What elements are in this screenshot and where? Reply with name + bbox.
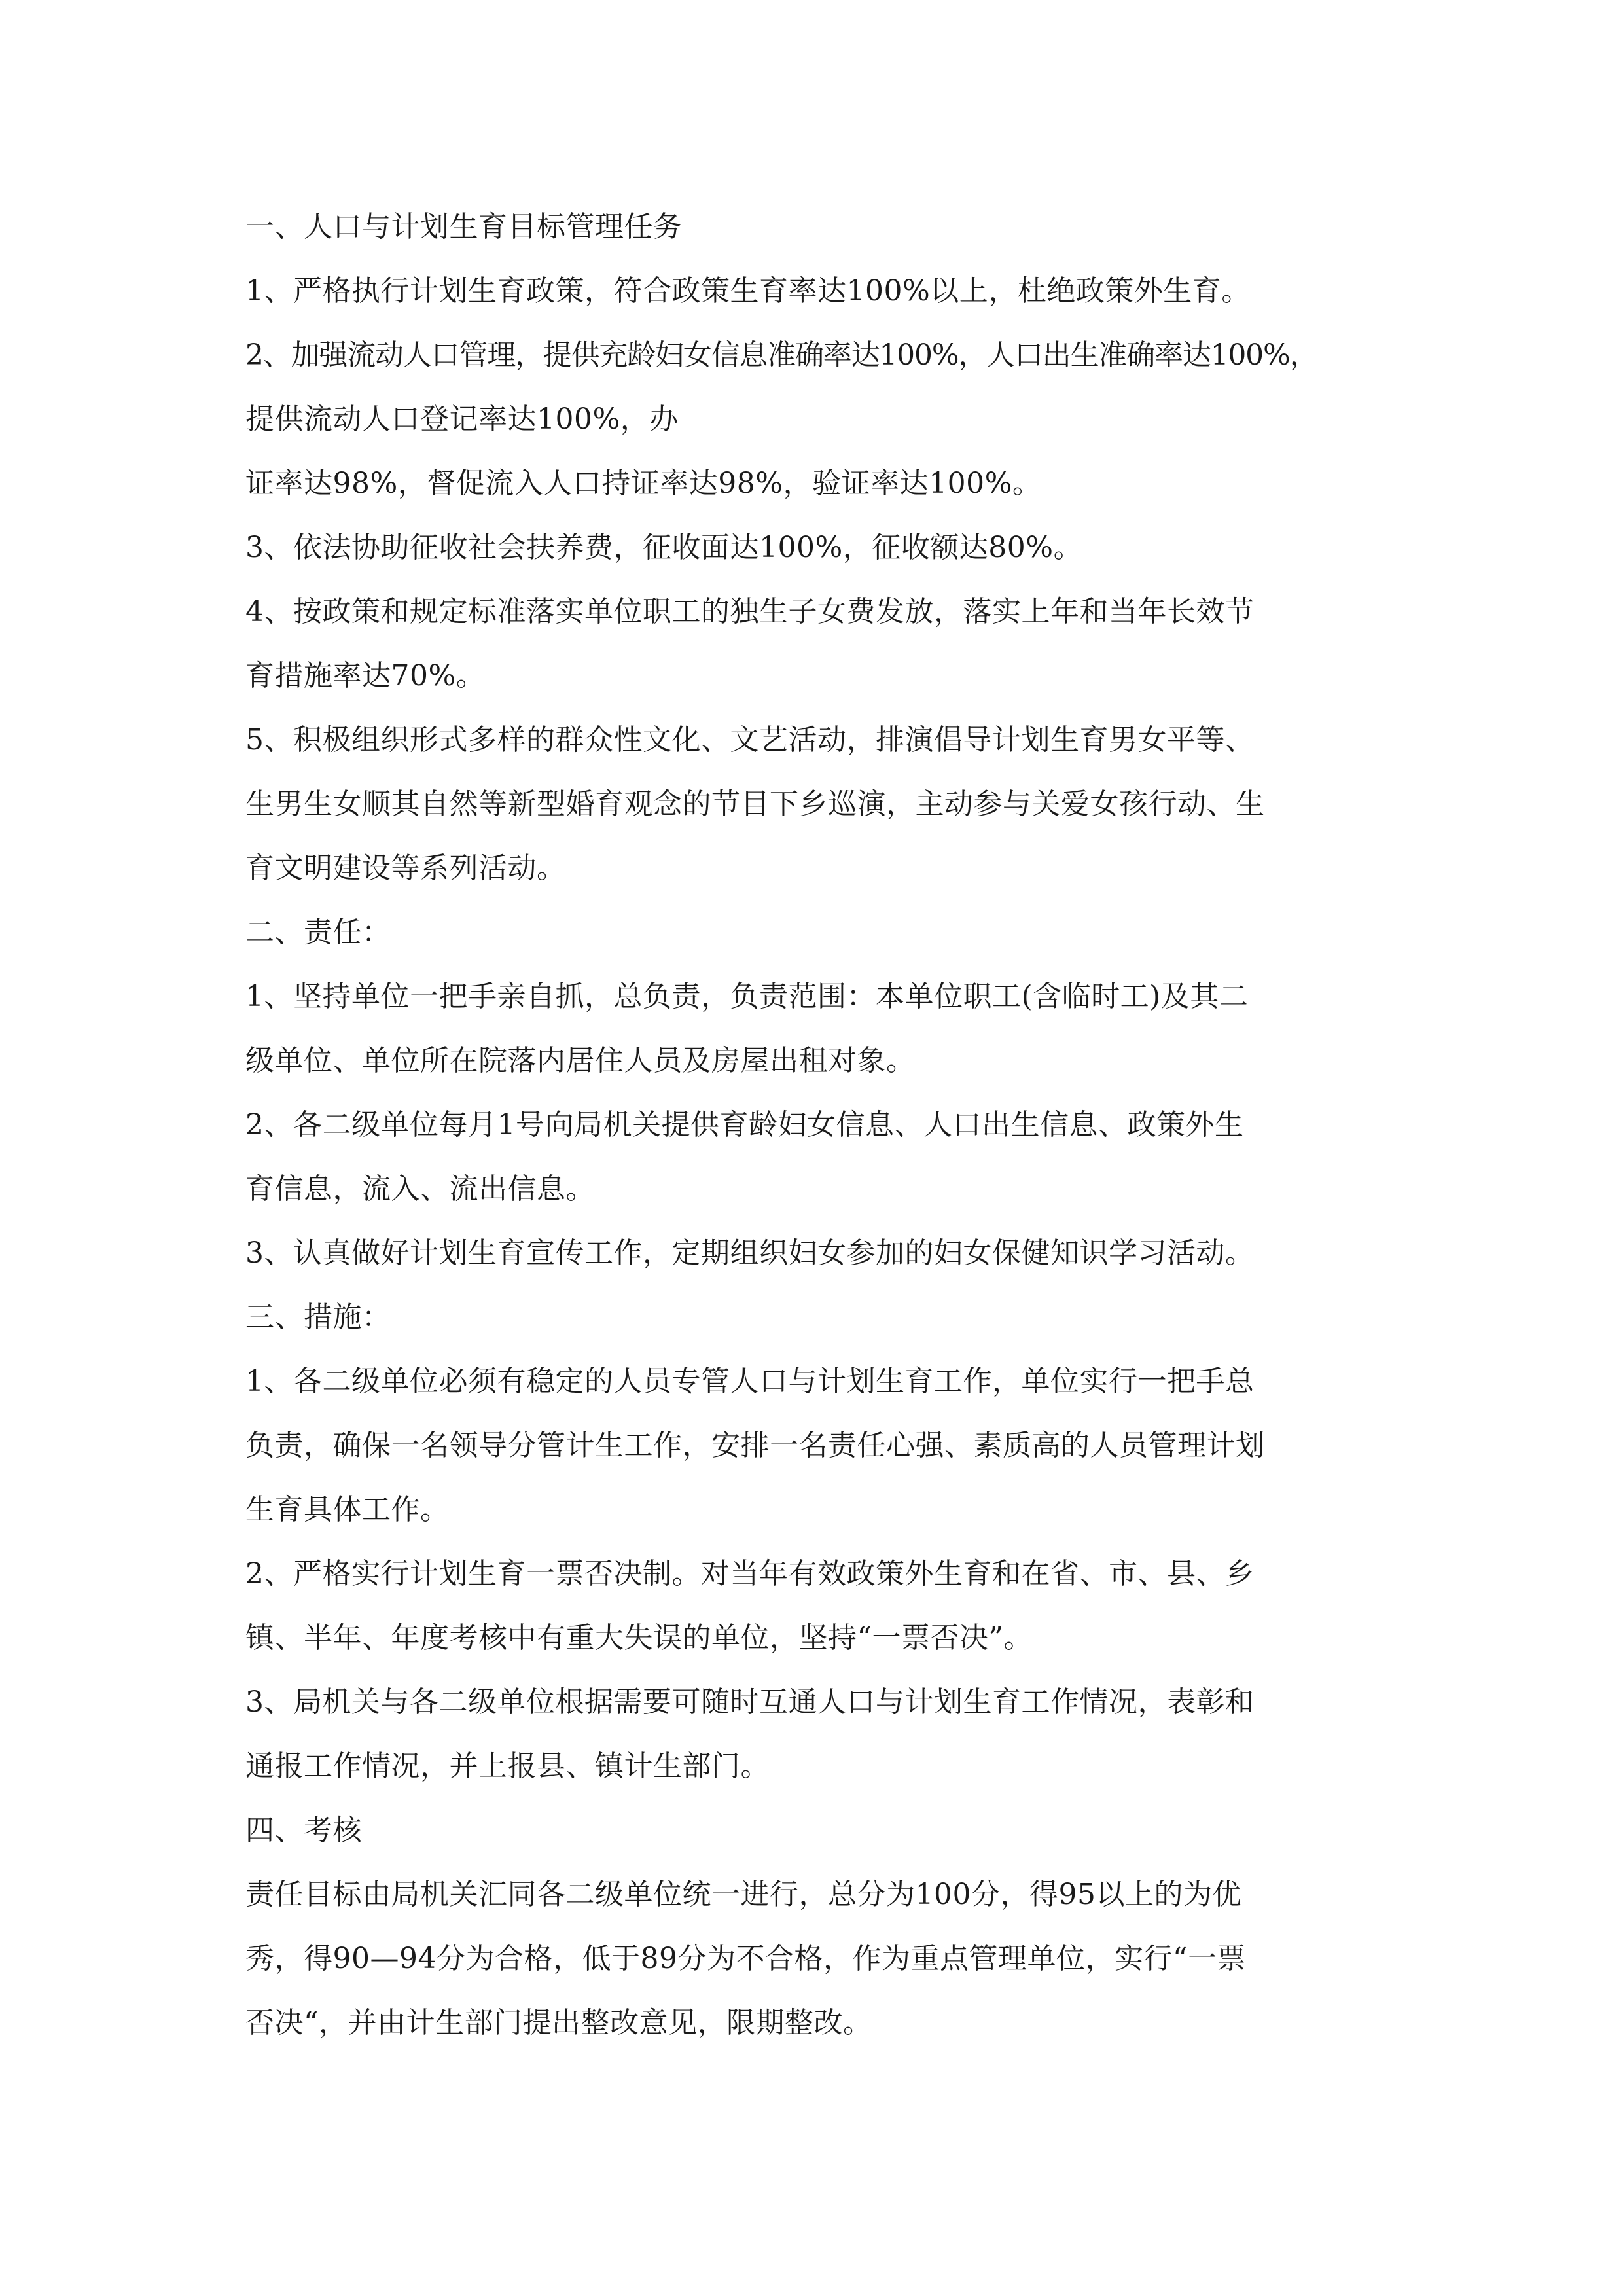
section-heading-3: 三、措施： (245, 1300, 391, 1334)
text-line: 育信息，流入、流出信息。 (245, 1172, 595, 1206)
text-line: 1、各二级单位必须有稳定的人员专管人口与计划生育工作，单位实行一把手总 (245, 1365, 1255, 1398)
text-line: 负责，确保一名领导分管计生工作，安排一名责任心强、素质高的人员管理计划 (245, 1429, 1265, 1462)
text-line: 1、坚持单位一把手亲自抓，总负责，负责范围：本单位职工(含临时工)及其二 (245, 980, 1249, 1013)
section-heading-1: 一、人口与计划生育目标管理任务 (245, 210, 683, 243)
text-line: 级单位、单位所在院落内居住人员及房屋出租对象。 (245, 1044, 916, 1077)
text-line: 3、认真做好计划生育宣传工作，定期组织妇女参加的妇女保健知识学习活动。 (245, 1236, 1255, 1270)
text-line: 生男生女顺其自然等新型婚育观念的节目下乡巡演，主动参与关爱女孩行动、生 (245, 787, 1265, 821)
text-line: 2、加强流动人口管理，提供充龄妇女信息准确率达100%，人口出生准确率达100%， (245, 338, 1318, 372)
text-line: 2、各二级单位每月1号向局机关提供育龄妇女信息、人口出生信息、政策外生 (245, 1108, 1244, 1141)
document-body (245, 195, 1420, 2055)
text-line: 证率达98%，督促流入人口持证率达98%，验证率达100%。 (245, 467, 1042, 500)
text-line: 秀，得90—94分为合格，低于89分为不合格，作为重点管理单位，实行“一票 (245, 1942, 1246, 1975)
text-line: 4、按政策和规定标准落实单位职工的独生子女费发放，落实上年和当年长效节 (245, 595, 1255, 628)
section-heading-2: 二、责任： (245, 916, 391, 949)
text-line: 通报工作情况，并上报县、镇计生部门。 (245, 1749, 770, 1783)
text-line: 育措施率达70%。 (245, 659, 486, 692)
text-line: 2、严格实行计划生育一票否决制。对当年有效政策外生育和在省、市、县、乡 (245, 1557, 1255, 1590)
text-line: 责任目标由局机关汇同各二级单位统一进行，总分为100分，得95以上的为优 (245, 1878, 1241, 1911)
text-line: 3、依法协助征收社会扶养费，征收面达100%，征收额达80%。 (245, 531, 1083, 564)
text-line: 5、积极组织形式多样的群众性文化、文艺活动，排演倡导计划生育男女平等、 (245, 723, 1255, 757)
text-line: 镇、半年、年度考核中有重大失误的单位，坚持“一票否决”。 (245, 1621, 1033, 1655)
text-line: 提供流动人口登记率达100%，办 (245, 403, 679, 436)
text-line: 1、严格执行计划生育政策，符合政策生育率达100%以上，杜绝政策外生育。 (245, 274, 1251, 308)
text-line: 3、局机关与各二级单位根据需要可随时互通人口与计划生育工作情况，表彰和 (245, 1685, 1255, 1719)
section-heading-4: 四、考核 (245, 1814, 362, 1847)
text-line: 否决“，并由计生部门提出整改意见，限期整改。 (245, 2006, 872, 2039)
text-line: 育文明建设等系列活动。 (245, 852, 566, 885)
text-line: 生育具体工作。 (245, 1493, 450, 1526)
